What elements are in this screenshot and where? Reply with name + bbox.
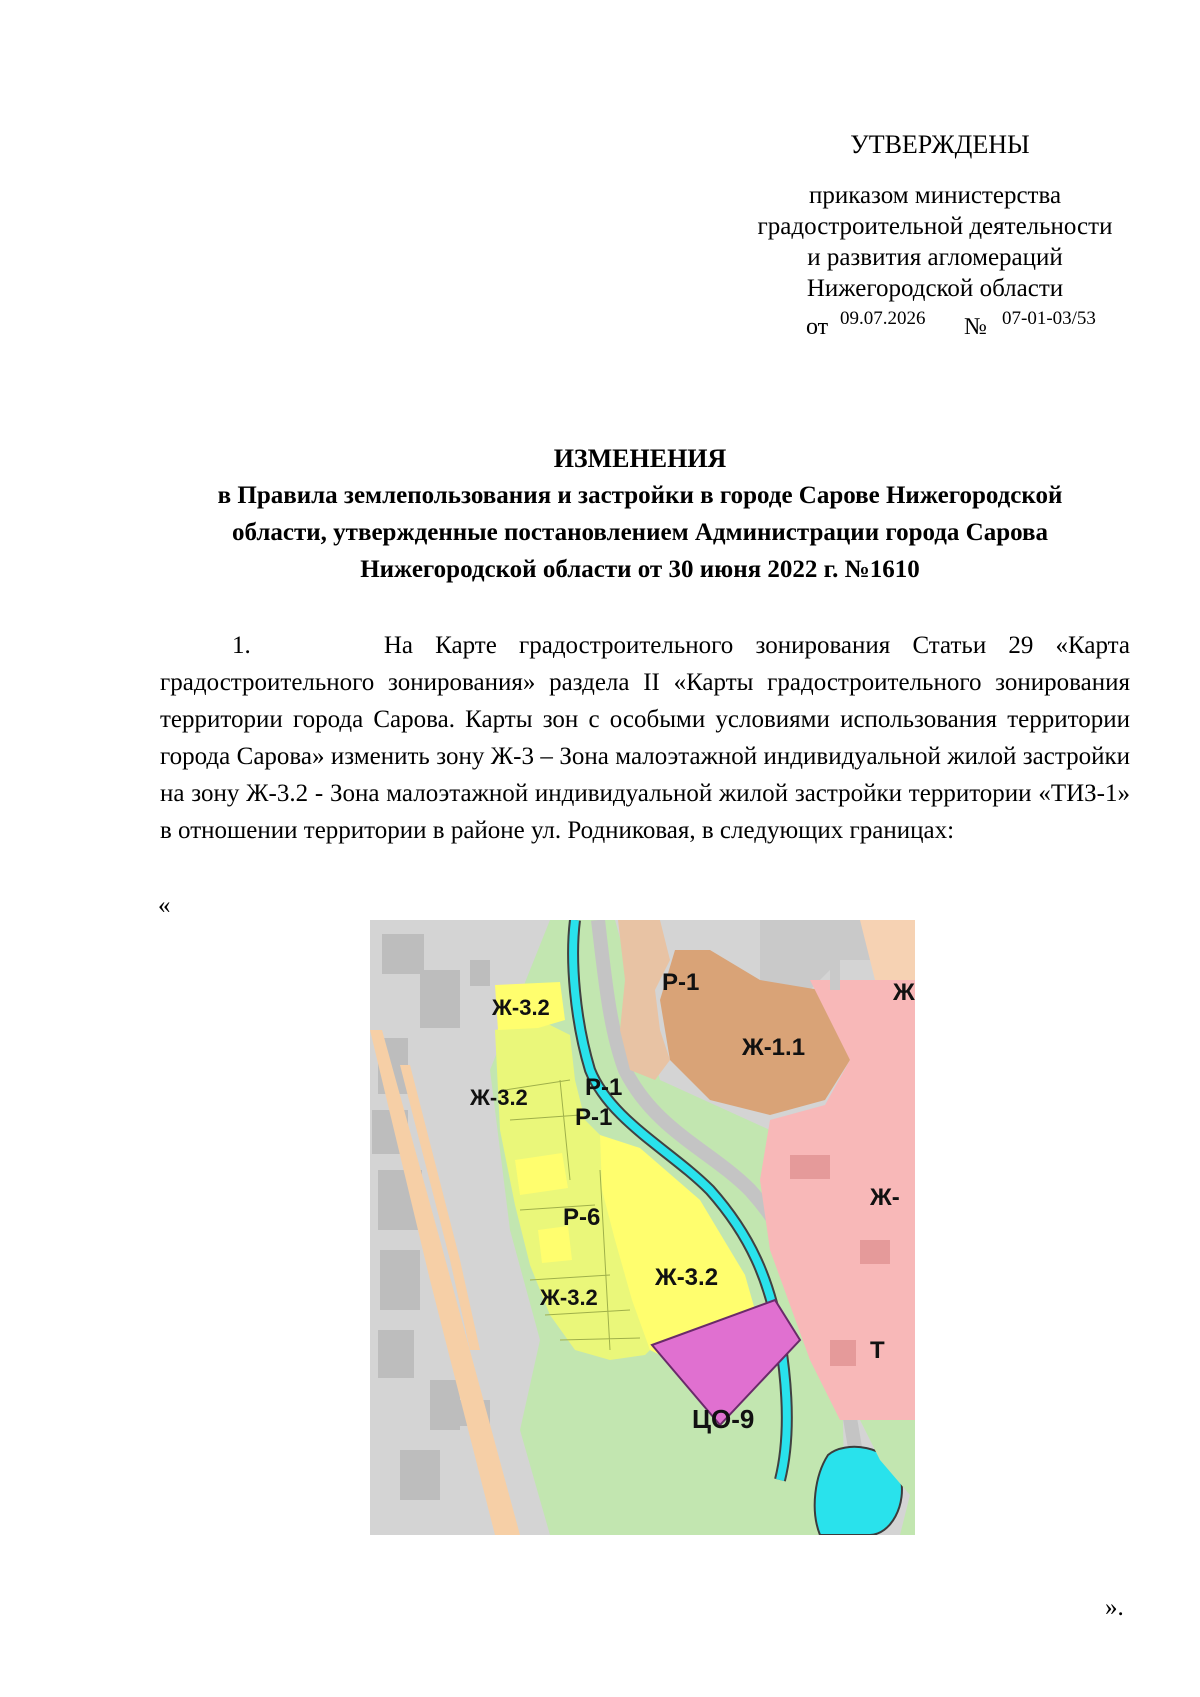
number-label: № <box>964 314 987 340</box>
map-label: Ж-1.1 <box>742 1034 806 1061</box>
zoning-map <box>370 920 915 1535</box>
map-label: Т <box>870 1337 885 1364</box>
map-label: Ж-3.2 <box>470 1085 528 1110</box>
document-heading <box>150 440 1130 588</box>
map-label: Ж-3.2 <box>492 995 550 1020</box>
map-label: Ж <box>893 979 915 1006</box>
approval-block <box>720 180 1150 304</box>
map-building <box>470 960 490 986</box>
from-label: от <box>806 314 829 340</box>
approval-line: и развития агломераций <box>807 244 1063 271</box>
map-label: Р-1 <box>585 1074 623 1101</box>
map-building <box>380 1250 420 1310</box>
subtitle-line: Нижегородской области от 30 июня 2022 г. №1610 <box>360 556 920 583</box>
approved-label: УТВЕРЖДЕНЫ <box>850 130 1030 159</box>
map-label: Р-1 <box>575 1104 613 1131</box>
map-zone-zh32-small <box>515 1153 568 1195</box>
map-building <box>378 1330 414 1378</box>
approval-line: градостроительной деятельности <box>757 213 1113 240</box>
order-number: 07-01-03/53 <box>1002 308 1096 329</box>
map-road <box>830 920 840 990</box>
map-building <box>830 1340 856 1366</box>
map-zone-zh32-small <box>538 1226 572 1263</box>
map-label: Ж- <box>870 1184 900 1211</box>
map-label: Ж-3.2 <box>540 1285 598 1310</box>
subtitle-line: области, утвержденные постановлением Администрации города Сарова <box>232 519 1048 546</box>
page-title: ИЗМЕНЕНИЯ <box>553 444 727 473</box>
map-building <box>860 1240 890 1264</box>
map-label: Р-6 <box>563 1204 601 1231</box>
map-building <box>420 970 460 1028</box>
map-label: Ж-3.2 <box>655 1264 719 1291</box>
body-paragraph: 1. На Карте градостроительного зонирования Статьи 29 «Карта градостроительного зонирования» раздела II «Карты градостроительного зонирования территории города Сарова. Карты зон с особыми условиями использования территории города Сарова» изменить зону Ж-3 – Зона малоэтажной индивидуальной жилой застройки на зону Ж-3.2 - Зона малоэтажной индивидуальной жилой застройки территории «ТИЗ-1» в отношении территории в районе ул. Родниковая, в следующих границах: <box>160 632 1130 844</box>
approval-line: приказом министерства <box>808 182 1062 209</box>
approval-line: Нижегородской области <box>806 275 1064 302</box>
map-label: ЦО-9 <box>692 1404 755 1434</box>
close-quote: ». <box>1105 1594 1124 1621</box>
map-building <box>400 1450 440 1500</box>
open-quote: « <box>158 892 171 919</box>
order-reference <box>806 308 1136 340</box>
subtitle-line: в Правила землепользования и застройки в городе Сарове Нижегородской <box>217 482 1063 509</box>
map-building <box>382 934 424 974</box>
map-label: Р-1 <box>662 969 700 996</box>
map-building <box>790 1155 830 1179</box>
order-date: 09.07.2026 <box>840 308 926 329</box>
